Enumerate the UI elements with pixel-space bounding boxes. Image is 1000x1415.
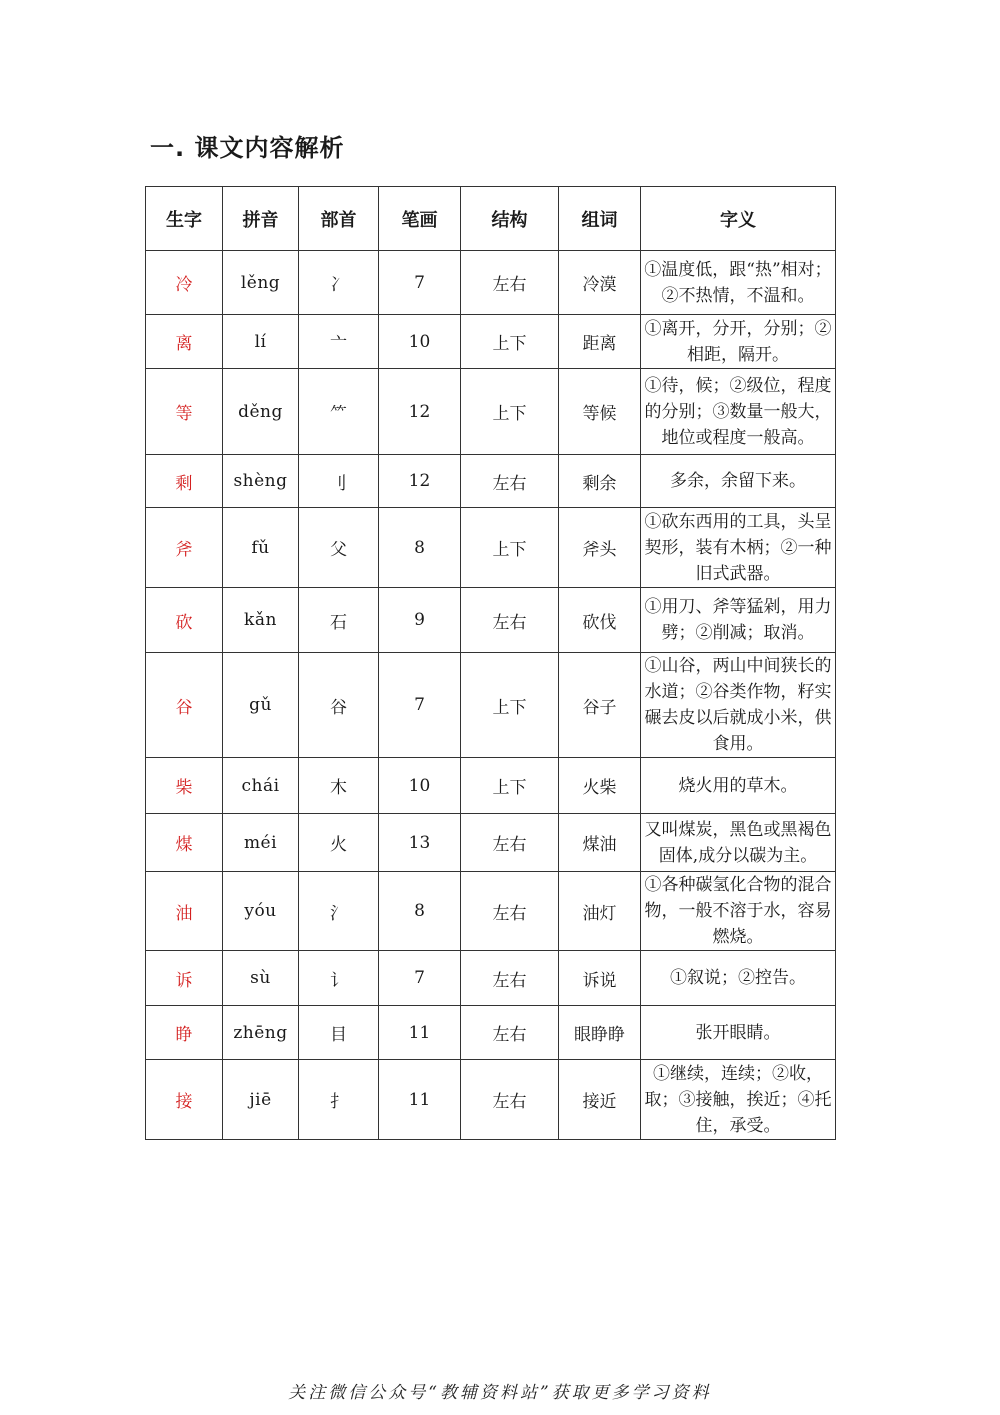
header-word: 组词 — [559, 187, 641, 251]
cell-strokes: 10 — [379, 315, 461, 369]
cell-structure: 左右 — [461, 872, 559, 951]
cell-char: 接 — [146, 1060, 223, 1140]
table-row — [146, 455, 836, 508]
cell-pinyin: yóu — [223, 872, 299, 951]
cell-word: 砍伐 — [559, 588, 641, 653]
table-row — [146, 251, 836, 315]
table-row — [146, 1060, 836, 1140]
cell-structure: 左右 — [461, 951, 559, 1006]
table-row — [146, 369, 836, 455]
cell-meaning: ①山谷，两山中间狭长的水道；②谷类作物，籽实碾去皮以后就成小米，供食用。 — [641, 653, 836, 758]
cell-word: 冷漠 — [559, 251, 641, 315]
cell-strokes: 13 — [379, 814, 461, 872]
cell-char: 谷 — [146, 653, 223, 758]
cell-radical: 亠 — [299, 315, 379, 369]
cell-radical: 石 — [299, 588, 379, 653]
cell-radical: 冫 — [299, 251, 379, 315]
cell-char: 斧 — [146, 508, 223, 588]
cell-strokes: 8 — [379, 872, 461, 951]
footer-note: 关注微信公众号“教辅资料站”获取更多学习资料 — [288, 1383, 712, 1403]
table-row — [146, 653, 836, 758]
cell-structure: 左右 — [461, 588, 559, 653]
cell-pinyin: kǎn — [223, 588, 299, 653]
cell-pinyin: sù — [223, 951, 299, 1006]
cell-pinyin: jiē — [223, 1060, 299, 1140]
cell-radical: 讠 — [299, 951, 379, 1006]
cell-meaning: ①叙说；②控告。 — [641, 951, 836, 1006]
cell-char: 等 — [146, 369, 223, 455]
cell-char: 柴 — [146, 758, 223, 814]
cell-meaning: ①继续，连续；②收，取；③接触，挨近；④托住，承受。 — [641, 1060, 836, 1140]
cell-char: 睁 — [146, 1006, 223, 1060]
cell-structure: 上下 — [461, 369, 559, 455]
cell-meaning: 多余，余留下来。 — [641, 455, 836, 508]
cell-strokes: 12 — [379, 369, 461, 455]
cell-radical: 谷 — [299, 653, 379, 758]
cell-word: 斧头 — [559, 508, 641, 588]
cell-strokes: 11 — [379, 1006, 461, 1060]
cell-pinyin: lěng — [223, 251, 299, 315]
table-row — [146, 1006, 836, 1060]
cell-strokes: 7 — [379, 951, 461, 1006]
header-radical: 部首 — [299, 187, 379, 251]
table-row — [146, 508, 836, 588]
cell-structure: 上下 — [461, 653, 559, 758]
cell-strokes: 8 — [379, 508, 461, 588]
cell-radical: 父 — [299, 508, 379, 588]
cell-pinyin: chái — [223, 758, 299, 814]
vocabulary-table — [145, 186, 836, 1140]
cell-structure: 上下 — [461, 315, 559, 369]
table-row — [146, 758, 836, 814]
header-strokes: 笔画 — [379, 187, 461, 251]
cell-radical: 刂 — [299, 455, 379, 508]
cell-radical: 目 — [299, 1006, 379, 1060]
cell-meaning: ①用刀、斧等猛剁，用力劈；②削减；取消。 — [641, 588, 836, 653]
cell-structure: 左右 — [461, 1006, 559, 1060]
cell-meaning: ①砍东西用的工具，头呈契形，装有木柄；②一种旧式武器。 — [641, 508, 836, 588]
cell-meaning: 张开眼睛。 — [641, 1006, 836, 1060]
cell-structure: 左右 — [461, 251, 559, 315]
cell-meaning: ①待，候；②级位，程度的分别；③数量一般大，地位或程度一般高。 — [641, 369, 836, 455]
cell-pinyin: zhēng — [223, 1006, 299, 1060]
cell-char: 诉 — [146, 951, 223, 1006]
cell-strokes: 10 — [379, 758, 461, 814]
cell-word: 谷子 — [559, 653, 641, 758]
cell-structure: 上下 — [461, 508, 559, 588]
table-row — [146, 588, 836, 653]
cell-structure: 左右 — [461, 1060, 559, 1140]
header-pinyin: 拼音 — [223, 187, 299, 251]
cell-word: 剩余 — [559, 455, 641, 508]
cell-strokes: 7 — [379, 653, 461, 758]
cell-word: 火柴 — [559, 758, 641, 814]
table-header-row — [146, 187, 836, 251]
cell-meaning: 烧火用的草木。 — [641, 758, 836, 814]
cell-structure: 上下 — [461, 758, 559, 814]
cell-word: 诉说 — [559, 951, 641, 1006]
cell-pinyin: fǔ — [223, 508, 299, 588]
cell-radical: 木 — [299, 758, 379, 814]
table-row — [146, 814, 836, 872]
cell-radical: 氵 — [299, 872, 379, 951]
cell-word: 距离 — [559, 315, 641, 369]
cell-word: 眼睁睁 — [559, 1006, 641, 1060]
cell-radical: 扌 — [299, 1060, 379, 1140]
cell-pinyin: shèng — [223, 455, 299, 508]
cell-word: 等候 — [559, 369, 641, 455]
cell-char: 砍 — [146, 588, 223, 653]
table-row — [146, 951, 836, 1006]
cell-meaning: ①各种碳氢化合物的混合物，一般不溶于水，容易燃烧。 — [641, 872, 836, 951]
cell-char: 剩 — [146, 455, 223, 508]
header-structure: 结构 — [461, 187, 559, 251]
cell-pinyin: děng — [223, 369, 299, 455]
cell-char: 离 — [146, 315, 223, 369]
cell-word: 接近 — [559, 1060, 641, 1140]
cell-pinyin: gǔ — [223, 653, 299, 758]
cell-structure: 左右 — [461, 814, 559, 872]
cell-strokes: 7 — [379, 251, 461, 315]
table-row — [146, 315, 836, 369]
cell-meaning: ①离开，分开，分别；②相距，隔开。 — [641, 315, 836, 369]
cell-strokes: 9 — [379, 588, 461, 653]
table-row — [146, 872, 836, 951]
header-char: 生字 — [146, 187, 223, 251]
section-heading: 一. 课文内容解析 — [150, 134, 345, 162]
cell-word: 煤油 — [559, 814, 641, 872]
cell-strokes: 12 — [379, 455, 461, 508]
cell-char: 油 — [146, 872, 223, 951]
cell-radical: 火 — [299, 814, 379, 872]
cell-strokes: 11 — [379, 1060, 461, 1140]
cell-meaning: 又叫煤炭，黑色或黑褐色固体,成分以碳为主。 — [641, 814, 836, 872]
cell-word: 油灯 — [559, 872, 641, 951]
cell-pinyin: lí — [223, 315, 299, 369]
cell-pinyin: méi — [223, 814, 299, 872]
cell-structure: 左右 — [461, 455, 559, 508]
cell-radical: ⺮ — [299, 369, 379, 455]
cell-meaning: ①温度低，跟“热”相对；②不热情，不温和。 — [641, 251, 836, 315]
cell-char: 煤 — [146, 814, 223, 872]
header-meaning: 字义 — [641, 187, 836, 251]
cell-char: 冷 — [146, 251, 223, 315]
